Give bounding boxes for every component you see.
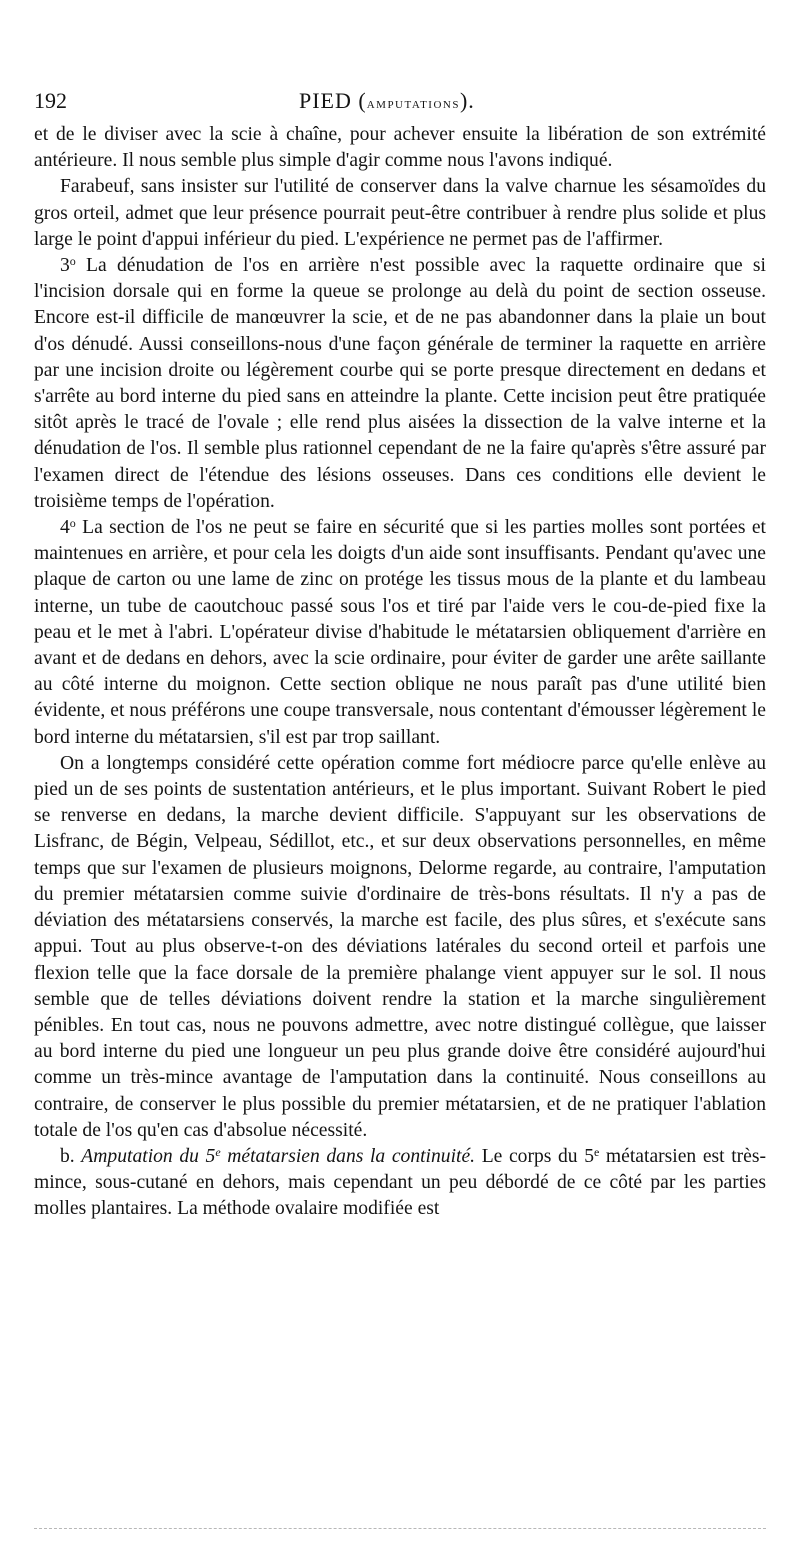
body-text <box>34 122 766 1223</box>
paragraph-3 <box>34 253 766 515</box>
paragraph-3-text: La dénudation de l'os en arrière n'est possible avec la raquette ordinaire que si l'incision dorsale qui en forme la queue se prolonge au delà du point de section osseuse. Encore est-il difficile de manœuvrer la scie, et de ne pas abandonner dans la plaie un bout d'os dénudé. Aussi conseillons-nous d'une façon générale de terminer la raquette en arrière par une incision droite ou légèrement courbe qui se porte presque directement en dedans et s'arrête au bord interne du pied sans en atteindre la plante. Cette incision peut être pratiquée sitôt après le tracé de l'ovale ; elle rend plus aisées la dissection de la valve interne et la dénudation de l'os. Il semble plus rationnel cependant de ne la faire qu'après s'être assuré par l'examen direct de l'étendue des lésions osseuses. Dans ces conditions elle devient le troisième temps de l'opération. <box>34 255 766 512</box>
bottom-scan-rule <box>34 1528 766 1529</box>
paragraph-4-ordinal: o <box>69 516 76 531</box>
paragraph-3-ordinal: o <box>69 254 76 269</box>
paragraph-4 <box>34 515 766 751</box>
paragraph-6-text: métatarsien est très-mince, sous-cutané en dehors, mais cependant un peu débordé de ce côté par les parties molles plantaires. La méthode ovalaire modifiée est <box>34 1145 767 1220</box>
paragraph-5: On a longtemps considéré cette opération comme fort médiocre parce qu'elle enlève au pied un de ses points de sustentation antérieurs, et le plus important. Suivant Robert le pied se renverse en dedans, la marche devient difficile. S'appuyant sur les observations de Lisfranc, de Bégin, Velpeau, Sédillot, etc., et sur deux observations personnelles, en même temps que sur l'examen de plusieurs moignons, Delorme regarde, au contraire, l'amputation du premier métatarsien comme suivie d'ordinaire de très-bons résultats. Il n'y a pas de déviation des métatarsiens conservés, la marche est facile, des plus sûres, et s'exécute sans appui. Tout au plus observe-t-on des déviations latérales du second orteil et parfois une flexion telle que la face dorsale de la première phalange vient appuyer sur le sol. Il nous semble que de telles déviations doivent rendre la station et la marche singulièrement pénibles. En tout cas, nous ne pouvons admettre, avec notre distingué collègue, que laisser au bord interne du pied une longueur un peu plus grande doive être considéré aujourd'hui comme un très-mince avantage de l'amputation dans la continuité. Nous conseillons au contraire, de conserver le plus possible du premier métatarsien, et de ne pratiquer l'ablation totale de l'os qu'en cas d'absolue nécessité. <box>34 752 766 1141</box>
running-title <box>299 86 475 119</box>
section-heading-sup: e <box>215 1144 221 1159</box>
section-heading-part-b: métatarsien dans la continuité. <box>220 1145 476 1167</box>
section-heading-italic <box>81 1146 475 1167</box>
paragraph-4-number: 4 <box>60 517 70 539</box>
paragraph-6-mid-sup: e <box>594 1144 600 1159</box>
page-number: 192 <box>34 88 67 113</box>
paragraph-1: et de le diviser avec la scie à chaîne, pour achever ensuite la libération de son extrémité antérieure. Il nous semble plus simple d'agir comme nous l'avons indiqué. <box>34 124 766 172</box>
paragraph-6-mid: Le corps du 5 <box>475 1145 594 1167</box>
running-title-close: ). <box>459 88 475 113</box>
book-page <box>34 86 766 1223</box>
running-title-small-caps: amputations <box>366 96 460 112</box>
paragraph-6-lead: b. <box>60 1145 82 1167</box>
paragraph-3-number: 3 <box>60 255 70 277</box>
running-head <box>34 86 766 122</box>
paragraph-4-text: La section de l'os ne peut se faire en sécurité que si les parties molles sont portées et maintenues en arrière, et pour cela les doigts d'un aide sont insuffisants. Pendant qu'avec une plaque de carton ou une lame de zinc on protége les tissus mous de la plante et du lambeau interne, un tube de caoutchouc passé sous l'os et tiré par l'aide vers le cou-de-pied fixe la peau et le met à l'abri. L'opérateur divise d'habitude le métatarsien obliquement d'arrière en avant et de dedans en dehors, avec la scie ordinaire, pour éviter de garder une arête saillante au côté interne du moignon. Cette section oblique ne nous paraît pas d'une utilité bien évidente, et nous préférons une coupe transversale, nous contentant d'émousser légèrement le bord interne du métatarsien, s'il est par trop saillant. <box>34 517 766 748</box>
paragraph-6 <box>34 1144 766 1223</box>
section-heading-part-a: Amputation du 5 <box>81 1145 216 1167</box>
paragraph-2: Farabeuf, sans insister sur l'utilité de conserver dans la valve charnue les sésamoïdes du gros orteil, admet que leur présence pourrait peut-être contribuer à rendre plus solide et plus large le point d'appui inférieur du pied. L'expérience ne permet pas de l'affirmer. <box>34 176 766 250</box>
running-title-main: PIED ( <box>299 88 367 113</box>
